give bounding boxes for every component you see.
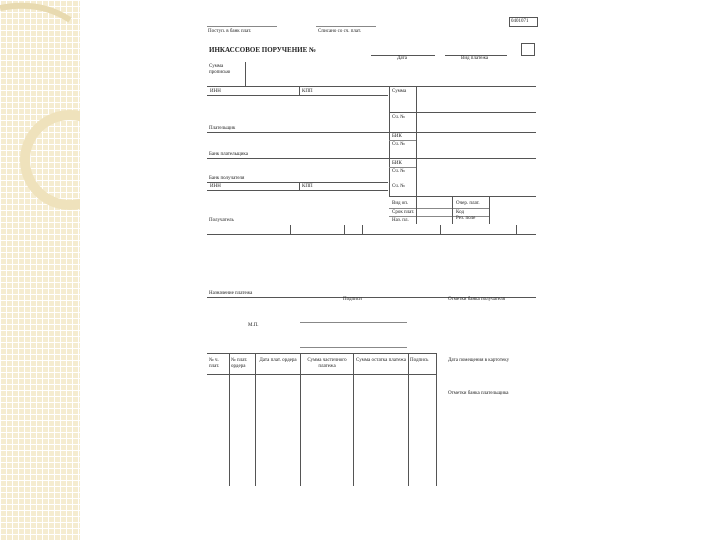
payer-line (207, 132, 536, 133)
account-label-4: Сч. № (392, 184, 406, 189)
table-col-divider-6 (436, 353, 437, 486)
code-divider-3 (362, 225, 363, 234)
receipt-label: Поступ. в банк плат. (208, 29, 252, 34)
dated-label: Дата помещения в картотеку (448, 358, 510, 363)
table-header-4: Сумма частичного платежа (307, 358, 347, 369)
recipient-kpp-label: КПП (302, 184, 313, 189)
table-header-2: № плат. ордера (231, 358, 248, 369)
sum-label: Сумма (392, 89, 407, 94)
op-divider-2 (452, 196, 453, 224)
code-divider-1 (290, 225, 291, 234)
recipient-bank-label: Банк получателя (209, 176, 245, 181)
signature-line-1 (300, 322, 407, 323)
table-header-5: Сумма остатка платежа (356, 358, 406, 363)
bank-marks-label: Отметки банка получателя (448, 297, 505, 302)
table-col-divider-2 (255, 353, 256, 486)
form-title: ИНКАССОВОЕ ПОРУЧЕНИЕ № (209, 46, 317, 54)
date-label: Дата (397, 56, 407, 61)
purpose-label: Назначение платежа (209, 291, 253, 296)
recipient-inn-label: ИНН (210, 184, 221, 189)
table-col-divider-4 (353, 353, 354, 486)
recipient-label: Получатель (209, 218, 234, 223)
sum-in-words-divider (245, 62, 246, 86)
form-marker-box (521, 43, 535, 56)
table-col-divider-5 (408, 353, 409, 486)
sum-divider (416, 87, 417, 196)
signatures-label: Подписи (343, 297, 362, 302)
table-header-1: № ч. плат. (209, 358, 220, 369)
recipient-inn-kpp-divider (299, 182, 300, 190)
table-top-line (207, 353, 436, 354)
vid-op-label: Вид оп. (392, 201, 409, 206)
payer-block-divider (389, 87, 390, 196)
payer-label: Плательщик (209, 126, 236, 131)
recipient-account-line (389, 196, 536, 197)
kod-label: Код (456, 210, 464, 215)
naz-pl-label: Наз. пл. (392, 218, 409, 223)
bik-line-2 (389, 167, 416, 168)
rez-pole-label: Рез. поле (456, 216, 476, 221)
bik-label-1: БИК (392, 134, 402, 139)
ochered-label: Очер. плат. (456, 201, 480, 206)
payer-bank-line (207, 158, 536, 159)
account-label-1: Сч. № (392, 115, 406, 120)
table-header-line (207, 374, 436, 375)
srok-plat-label: Срок плат. (392, 210, 415, 215)
recipient-line (207, 234, 536, 235)
payment-type-label: Вид платежа (461, 56, 489, 61)
op-line-1 (389, 208, 489, 209)
payer-kpp-label: КПП (302, 89, 313, 94)
debit-label: Списано со сч. плат. (318, 29, 362, 34)
form-code: 0401071 (511, 19, 529, 24)
bik-line-1 (389, 140, 416, 141)
op-divider-1 (416, 196, 417, 224)
mp-label: М.П. (248, 323, 259, 328)
table-header-3: Дата плат. ордера (259, 358, 297, 363)
account-label-2: Сч. № (392, 142, 406, 147)
code-divider-4 (440, 225, 441, 234)
table-header-6: Подпись (410, 358, 429, 363)
code-divider-2 (344, 225, 345, 234)
recipient-bank-line (207, 182, 388, 183)
code-divider-5 (516, 225, 517, 234)
recipient-inn-row-line (207, 190, 388, 191)
table-col-divider-3 (300, 353, 301, 486)
payer-bank-label: Банк плательщика (209, 152, 248, 157)
payer-inn-label: ИНН (210, 89, 221, 94)
table-col-divider-1 (229, 353, 230, 486)
debit-line (316, 26, 376, 27)
inn-kpp-divider (299, 87, 300, 95)
sum-in-words-line (207, 86, 536, 87)
receipt-line (207, 26, 277, 27)
op-divider-3 (489, 196, 490, 224)
inn-row-line (207, 95, 388, 96)
account-label-3: Сч. № (392, 169, 406, 174)
sum-line (389, 112, 536, 113)
signature-line-2 (300, 347, 407, 348)
sum-in-words-label: Сумма прописью (209, 64, 231, 75)
bik-label-2: БИК (392, 161, 402, 166)
payer-bank-marks-label: Отметки банка плательщика (448, 391, 509, 396)
